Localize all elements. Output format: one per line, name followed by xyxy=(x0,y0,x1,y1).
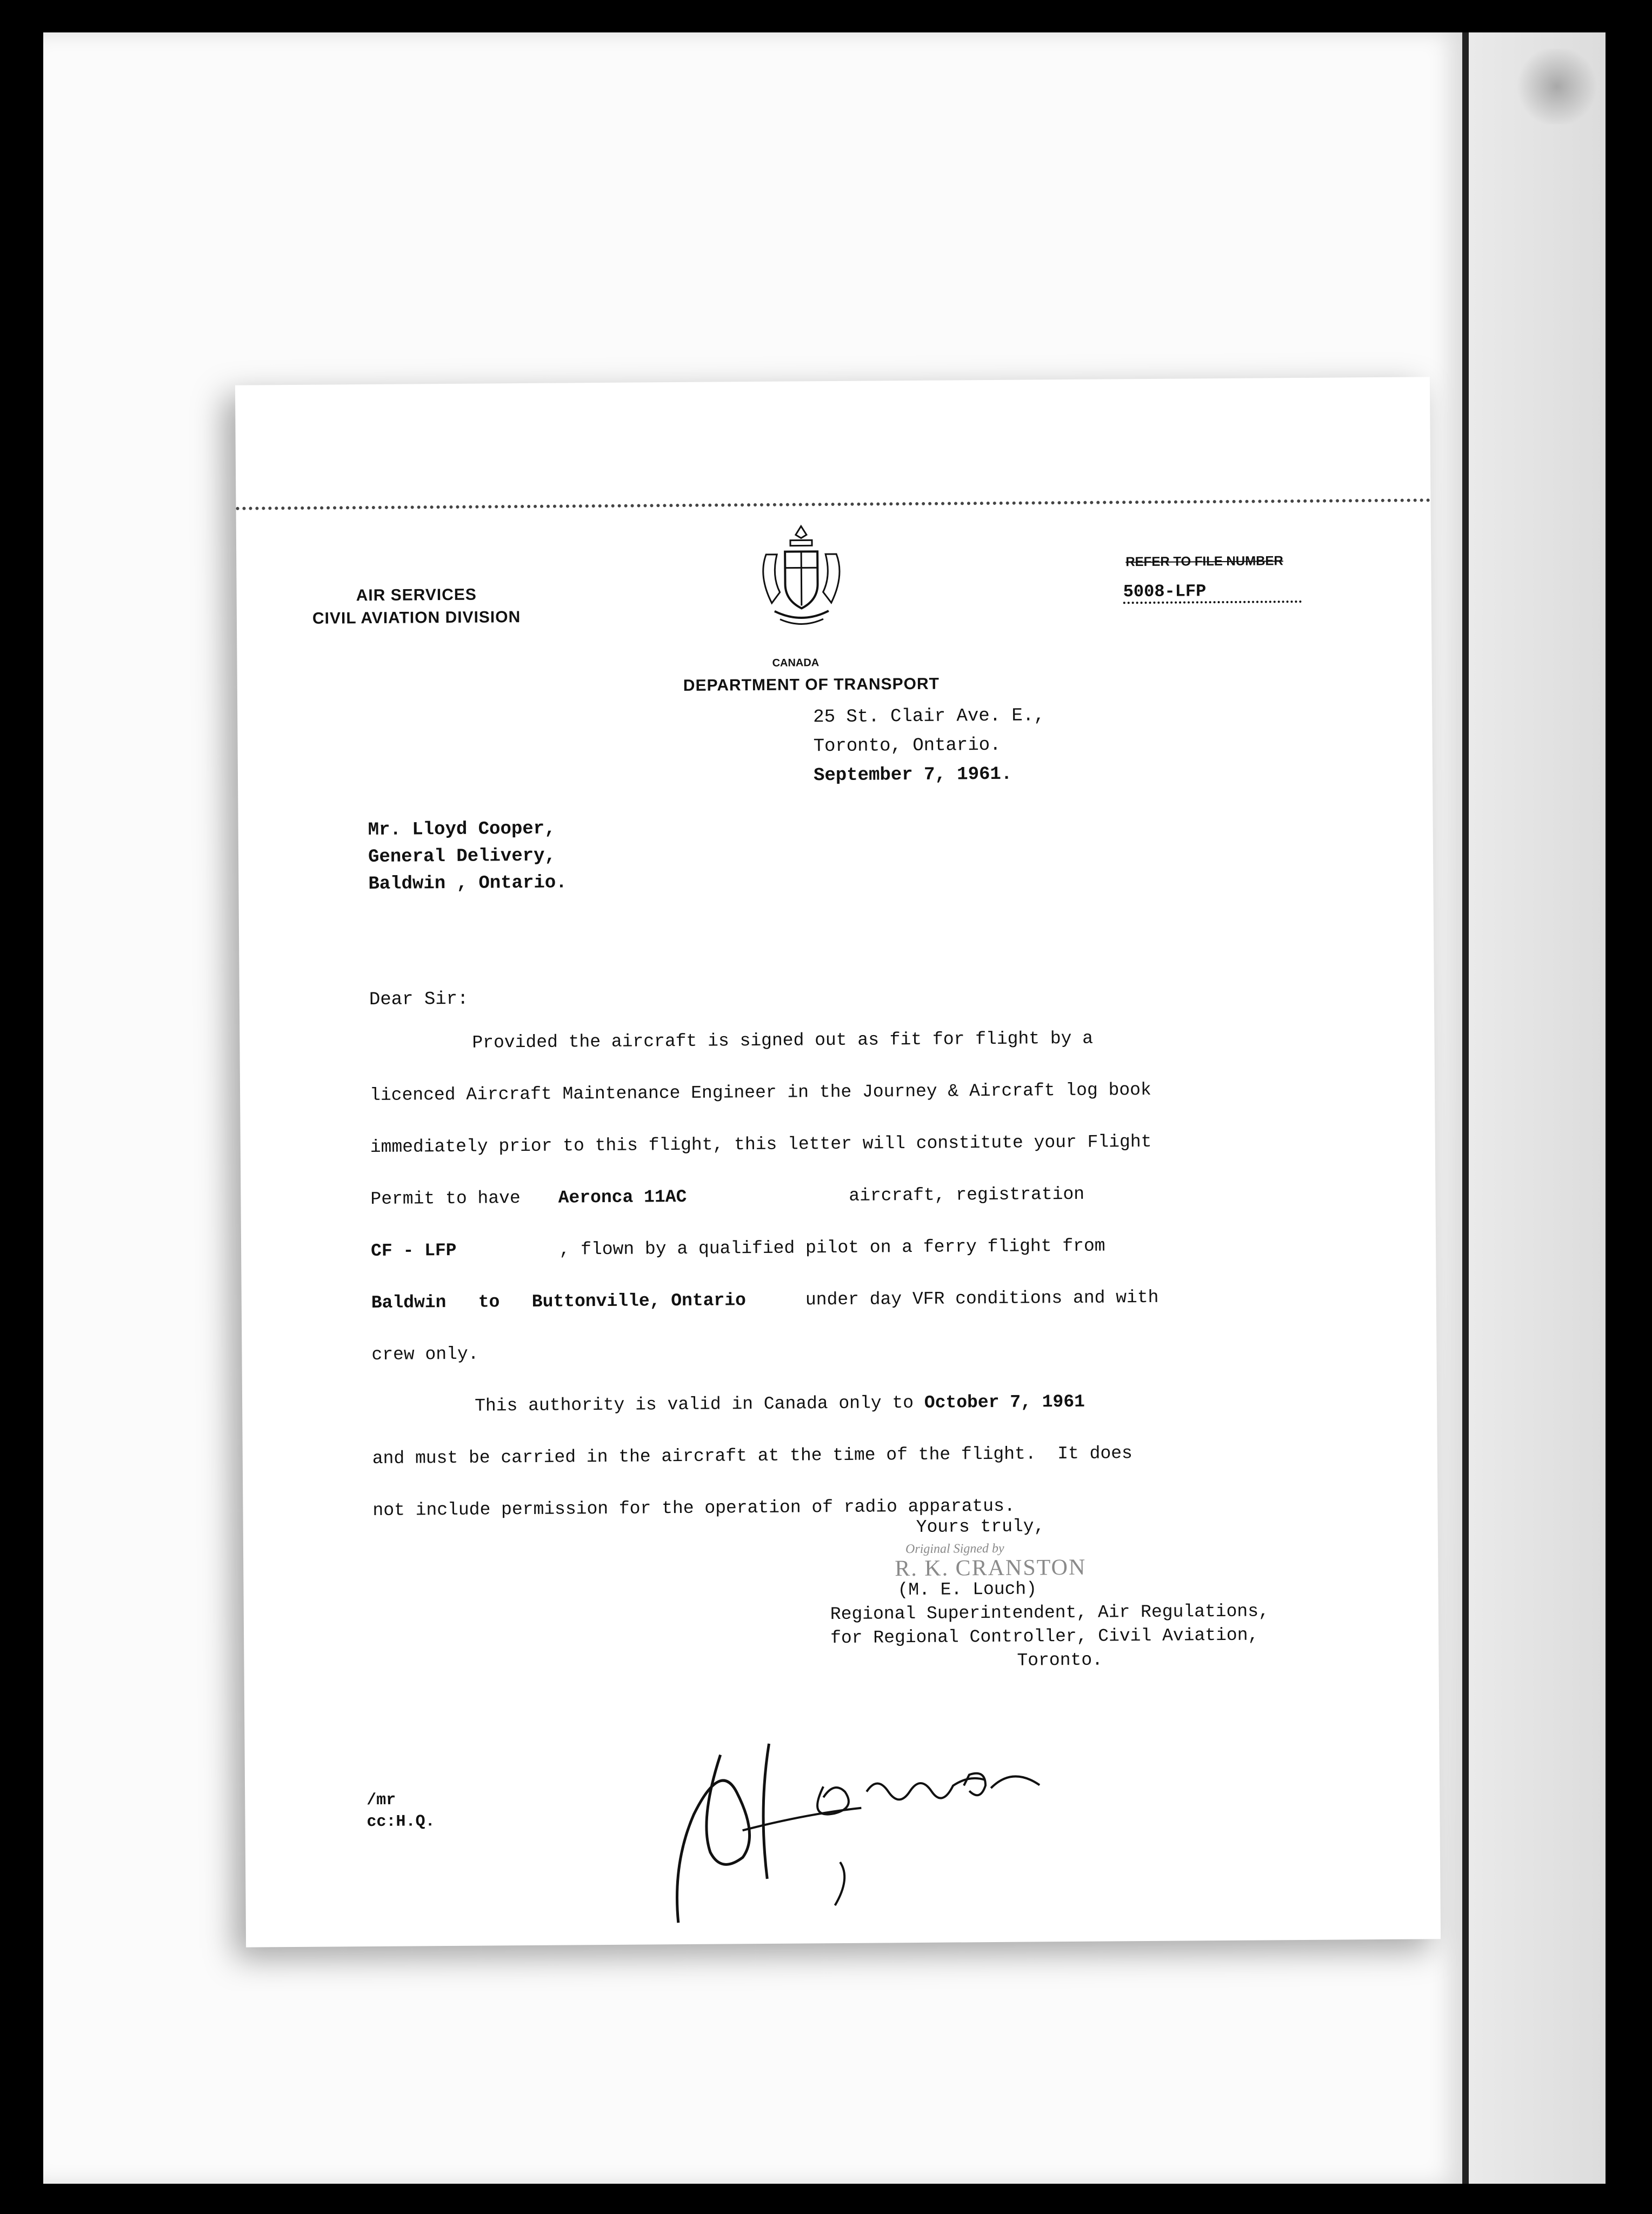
sheet-edge-line xyxy=(1462,32,1469,2184)
typist-initials-block xyxy=(367,1789,435,1833)
body-line-1: Provided the aircraft is signed out as fit for flight by a xyxy=(472,1028,1094,1053)
body-line-9: and must be carried in the aircraft at the time of the flight. It does xyxy=(372,1443,1133,1469)
signer-name: (M. E. Louch) xyxy=(897,1579,1037,1601)
body-line-10: not include permission for the operation of radio apparatus. xyxy=(372,1496,1015,1521)
file-number: 5008-LFP xyxy=(1123,581,1302,604)
body-line-7: crew only. xyxy=(371,1344,479,1365)
body-line-3: immediately prior to this flight, this letter will constitute your Flight xyxy=(370,1131,1152,1158)
letter-page xyxy=(235,377,1441,1947)
stamp-caption: Original Signed by xyxy=(905,1541,1004,1557)
letter-body xyxy=(369,1026,1346,1552)
torn-edge xyxy=(236,498,1431,512)
body-line-5 xyxy=(371,1233,1344,1292)
recipient-name: Mr. Lloyd Cooper, xyxy=(368,818,556,841)
body-line-2: licenced Aircraft Maintenance Engineer in the Journey & Aircraft log book xyxy=(369,1079,1151,1106)
salutation: Dear Sir: xyxy=(369,989,469,1011)
stamp-name: R. K. CRANSTON xyxy=(895,1555,1087,1582)
handwritten-signature-icon xyxy=(661,1719,1149,1950)
typist-initials: /mr xyxy=(367,1791,396,1810)
body-line-6 xyxy=(371,1285,1345,1344)
aircraft-registration: CF - LFP xyxy=(370,1240,457,1262)
recipient-address xyxy=(368,815,567,898)
signer-title-2: for Regional Controller, Civil Aviation, xyxy=(830,1625,1259,1649)
division-line-1: AIR SERVICES xyxy=(356,585,477,605)
address-street: 25 St. Clair Ave. E., xyxy=(813,705,1045,728)
validity-text: This authority is valid in Canada only to xyxy=(475,1393,914,1416)
yours-truly: Yours truly, xyxy=(916,1516,1045,1538)
canada-coat-of-arms-icon xyxy=(755,522,848,630)
aircraft-type: Aeronca 11AC xyxy=(558,1186,687,1208)
registration-text: aircraft, registration xyxy=(849,1184,1085,1206)
cc-line: cc:H.Q. xyxy=(367,1812,435,1832)
body-line-8 xyxy=(372,1389,1345,1448)
signer-title-1: Regional Superintendent, Air Regulations, xyxy=(830,1601,1269,1625)
scan-smudge xyxy=(1514,49,1600,124)
valid-until-date: October 7, 1961 xyxy=(924,1391,1085,1413)
closing-block xyxy=(830,1512,1344,1674)
ferry-flight-text: , flown by a qualified pilot on a ferry flight from xyxy=(559,1236,1105,1260)
permit-text: Permit to have xyxy=(370,1188,521,1210)
division-block xyxy=(312,583,521,630)
country-label: CANADA xyxy=(772,657,820,669)
letter-date: September 7, 1961. xyxy=(813,764,1012,786)
department-name: DEPARTMENT OF TRANSPORT xyxy=(683,675,940,695)
body-line-4 xyxy=(370,1182,1344,1241)
division-line-2: CIVIL AVIATION DIVISION xyxy=(312,608,521,628)
signature-stamp xyxy=(830,1536,1343,1582)
recipient-line-2: General Delivery, xyxy=(368,845,556,868)
recipient-line-3: Baldwin , Ontario. xyxy=(368,872,567,895)
sender-address xyxy=(813,701,1045,790)
refer-file-label: REFER TO FILE NUMBER xyxy=(1125,554,1283,570)
flight-route: Baldwin to Buttonville, Ontario xyxy=(371,1290,747,1313)
address-city: Toronto, Ontario. xyxy=(813,735,1001,757)
vfr-conditions-text: under day VFR conditions and with xyxy=(805,1287,1159,1310)
signer-city: Toronto. xyxy=(1017,1650,1103,1671)
